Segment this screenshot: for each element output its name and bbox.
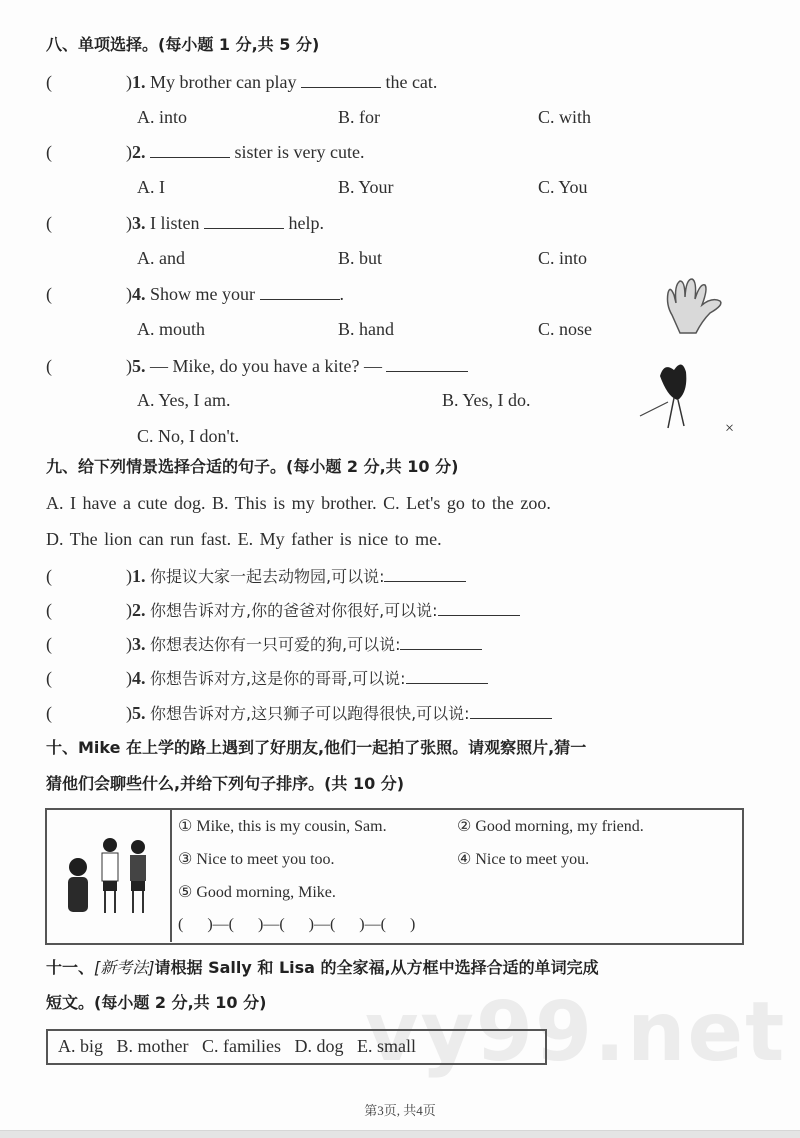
- option: C. nose: [538, 319, 592, 339]
- paren: ): [126, 356, 132, 376]
- option: B. Yes, I do.: [442, 390, 531, 410]
- answer-paren[interactable]: (: [46, 703, 52, 723]
- paren: ): [126, 634, 132, 654]
- page-footer: 第3页, 共4页: [364, 1103, 436, 1118]
- question-8-5: [46, 355, 468, 377]
- choices-line: D. The lion can run fast. E. My father is nice to me.: [46, 529, 442, 549]
- item-text: 你提议大家一起去动物园,可以说:: [150, 567, 385, 586]
- question-number: 5.: [132, 356, 146, 376]
- answer-blank[interactable]: [470, 702, 552, 719]
- item-number: 3.: [132, 634, 146, 654]
- watermark: vy99.net: [365, 985, 787, 1080]
- paren: ): [126, 284, 132, 304]
- item-text: 你想表达你有一只可爱的狗,可以说:: [150, 635, 401, 654]
- dialogue-sentence: ② Good morning, my friend.: [457, 818, 644, 835]
- section-11-instruction: 请根据 Sally 和 Lisa 的全家福,从方框中选择合适的单词完成: [154, 958, 599, 977]
- scenario-item: [46, 702, 552, 725]
- answer-paren[interactable]: (: [46, 72, 52, 92]
- answer-blank[interactable]: [150, 141, 230, 158]
- option: A. I: [137, 177, 165, 197]
- order-answer-line[interactable]: ( )—( )—( )—( )—( ): [178, 916, 416, 933]
- paren: ): [126, 566, 132, 586]
- dialogue-sentence: ③ Nice to meet you too.: [178, 851, 335, 868]
- dialogue-sentence: ⑤ Good morning, Mike.: [178, 884, 336, 901]
- section-10-title-cont: 猜他们会聊些什么,并给下列句子排序。(共 10 分): [46, 774, 405, 793]
- choices-line: A. I have a cute dog. B. This is my brother. C. Let's go to the zoo.: [46, 493, 551, 513]
- new-method-tag: [新考法]: [94, 958, 155, 977]
- item-number: 2.: [132, 600, 146, 620]
- item-text: 你想告诉对方,你的爸爸对你很好,可以说:: [150, 601, 438, 620]
- answer-blank[interactable]: [301, 71, 381, 88]
- answer-blank[interactable]: [400, 633, 482, 650]
- question-8-1: [46, 71, 437, 93]
- answer-paren[interactable]: (: [46, 566, 52, 586]
- paren: ): [126, 72, 132, 92]
- answer-blank[interactable]: [260, 283, 340, 300]
- dialogue-sentence: ① Mike, this is my cousin, Sam.: [178, 818, 387, 835]
- scenario-item: [46, 599, 520, 622]
- item-number: 1.: [132, 566, 146, 586]
- question-8-4: [46, 283, 344, 305]
- hand-illustration: [660, 275, 735, 337]
- section-number: 十一、: [46, 958, 95, 977]
- section-11-title: [46, 957, 599, 979]
- answer-paren[interactable]: (: [46, 600, 52, 620]
- scenario-item: [46, 565, 466, 588]
- question-number: 1.: [132, 72, 146, 92]
- option: B. for: [338, 107, 380, 127]
- answer-paren[interactable]: (: [46, 634, 52, 654]
- section-11-title-cont: 短文。(每小题 2 分,共 10 分): [46, 993, 267, 1012]
- friends-photo: [58, 835, 158, 920]
- answer-paren[interactable]: (: [46, 142, 52, 162]
- answer-paren[interactable]: (: [46, 213, 52, 233]
- question-text: .: [339, 284, 344, 304]
- answer-blank[interactable]: [438, 599, 520, 616]
- section-9-title: 九、给下列情景选择合适的句子。(每小题 2 分,共 10 分): [46, 457, 459, 476]
- question-text: I listen: [150, 213, 200, 233]
- option: C. with: [538, 107, 592, 127]
- answer-blank[interactable]: [386, 355, 468, 372]
- question-text: — Mike, do you have a kite? —: [150, 356, 382, 376]
- option: A. mouth: [137, 319, 206, 339]
- word-bank: A. big B. mother C. families D. dog E. small: [58, 1036, 416, 1056]
- answer-paren[interactable]: (: [46, 356, 52, 376]
- close-icon: ×: [725, 420, 735, 437]
- option: C. No, I don't.: [137, 426, 240, 446]
- option: A. and: [137, 248, 185, 268]
- answer-blank[interactable]: [406, 667, 488, 684]
- option: C. into: [538, 248, 588, 268]
- paren: ): [126, 142, 132, 162]
- question-text: the cat.: [385, 72, 438, 92]
- question-text: sister is very cute.: [234, 142, 365, 162]
- item-text: 你想告诉对方,这是你的哥哥,可以说:: [150, 669, 406, 688]
- question-number: 3.: [132, 213, 146, 233]
- question-number: 4.: [132, 284, 146, 304]
- item-number: 5.: [132, 703, 146, 723]
- question-number: 2.: [132, 142, 146, 162]
- option: C. You: [538, 177, 588, 197]
- question-text: Show me your: [150, 284, 255, 304]
- scenario-item: [46, 667, 488, 690]
- dialogue-sentence: ④ Nice to meet you.: [457, 851, 590, 868]
- option: B. hand: [338, 319, 394, 339]
- paren: ): [126, 213, 132, 233]
- question-text: My brother can play: [150, 72, 297, 92]
- paren: ): [126, 600, 132, 620]
- option: A. into: [137, 107, 188, 127]
- section-8-title: 八、单项选择。(每小题 1 分,共 5 分): [46, 35, 320, 54]
- option: B. but: [338, 248, 383, 268]
- paren: ): [126, 703, 132, 723]
- question-text: help.: [288, 213, 324, 233]
- question-8-3: [46, 212, 324, 234]
- question-8-2: [46, 141, 364, 163]
- paren: ): [126, 668, 132, 688]
- option: A. Yes, I am.: [137, 390, 231, 410]
- answer-blank[interactable]: [204, 212, 284, 229]
- item-text: 你想告诉对方,这只狮子可以跑得很快,可以说:: [150, 704, 470, 723]
- answer-paren[interactable]: (: [46, 668, 52, 688]
- section-10-title: 十、Mike 在上学的路上遇到了好朋友,他们一起拍了张照。请观察照片,猜一: [46, 738, 587, 757]
- item-number: 4.: [132, 668, 146, 688]
- answer-paren[interactable]: (: [46, 284, 52, 304]
- scenario-item: [46, 633, 482, 656]
- answer-blank[interactable]: [384, 565, 466, 582]
- option: B. Your: [338, 177, 394, 197]
- box-divider: [170, 809, 172, 942]
